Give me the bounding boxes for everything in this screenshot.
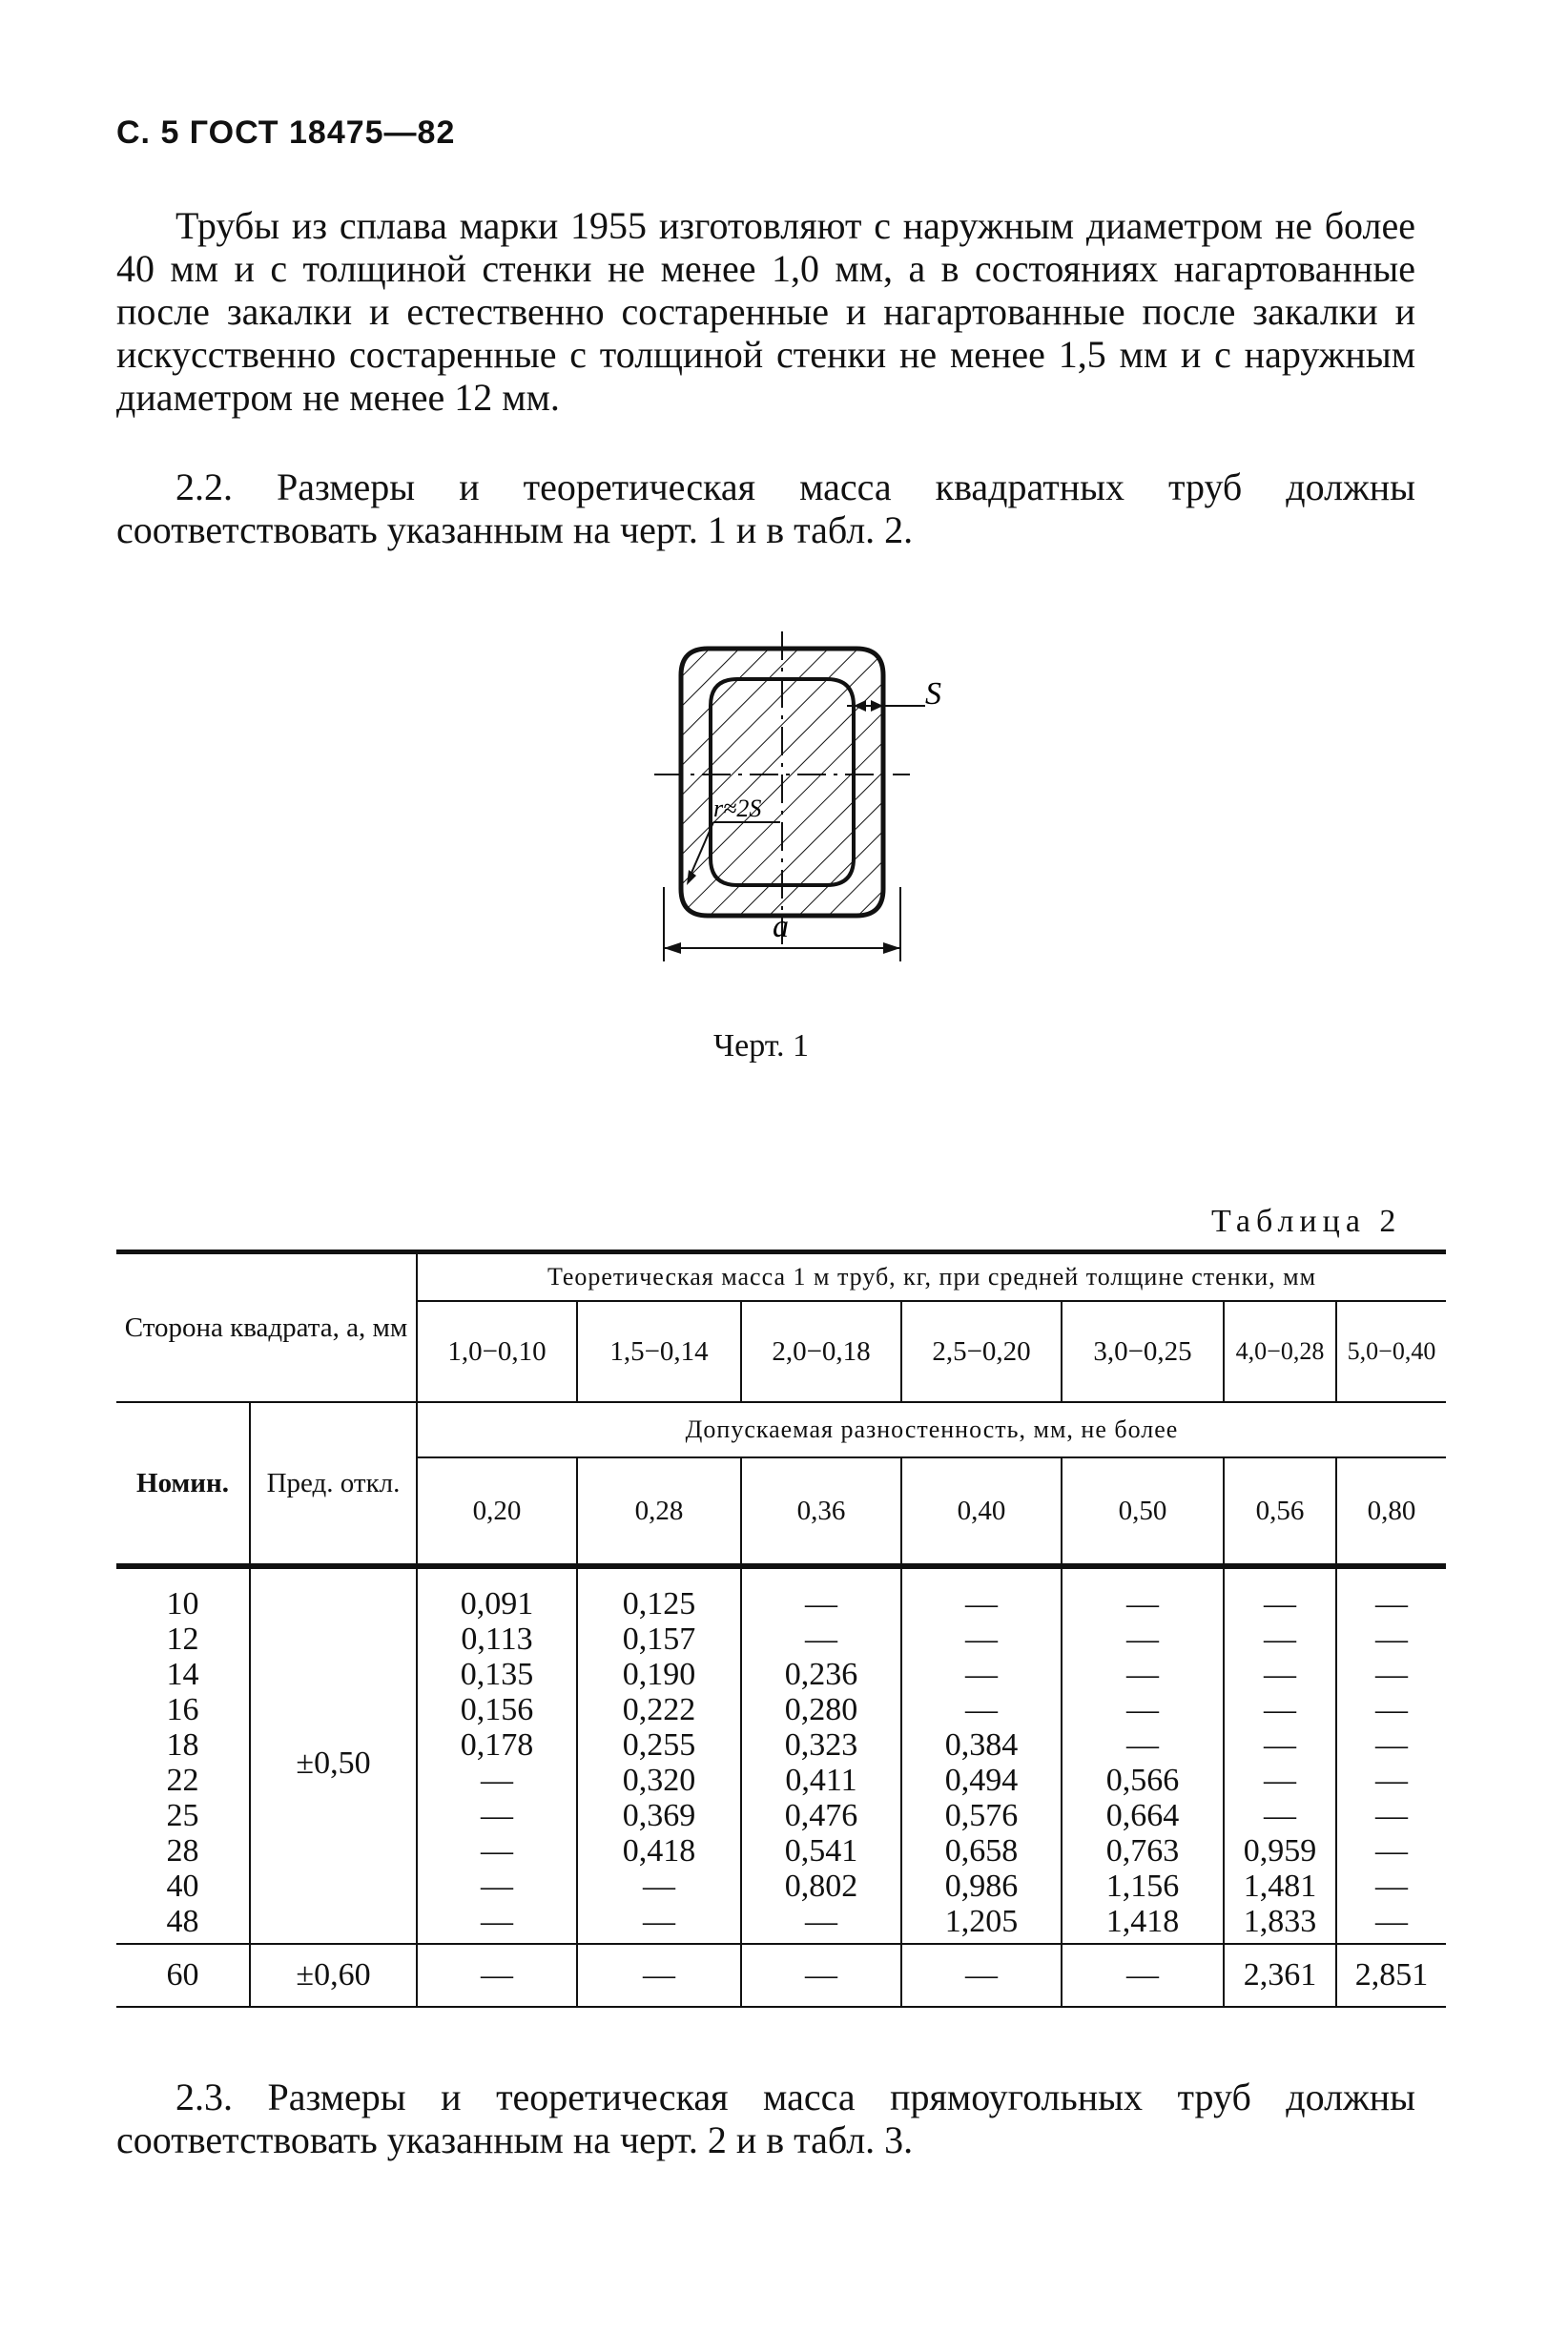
mass-value: — (481, 1763, 513, 1798)
mass-value: — (1375, 1727, 1408, 1763)
mass-value: — (1264, 1657, 1296, 1692)
dimension-a-label: a (773, 909, 789, 944)
mass-value: 1,205 (944, 1904, 1019, 1939)
mass-value: 0,802 (784, 1869, 858, 1904)
mass-value: 0,222 (622, 1692, 696, 1727)
mass-value: — (965, 1657, 998, 1692)
figure-caption: Черт. 1 (713, 1028, 810, 1064)
mass-value: 0,190 (622, 1657, 696, 1692)
side-value: 16 (166, 1692, 199, 1727)
paragraph-alloy-1955: Трубы из сплава марки 1955 изготовляют с наружным диаметром не более 40 мм и с толщиной стенки не менее 1,0 мм, а в состояниях нагартованные после закалки и естественно состаренные и нагартованные после закалки и искусственно состаренные с толщиной стенки не менее 1,5 мм и с наружным диаметром не менее 12 мм. (116, 204, 1415, 419)
row60-side: 60 (116, 1944, 250, 2007)
mass-value: 0,576 (944, 1798, 1019, 1833)
radius-label: r≈2S (713, 795, 762, 822)
mass-value: 0,763 (1105, 1833, 1180, 1869)
mass-value: — (965, 1692, 998, 1727)
mass-value: 0,280 (784, 1692, 858, 1727)
mass-value: 0,664 (1105, 1798, 1180, 1833)
mass-value: 1,833 (1243, 1904, 1317, 1939)
tolerance-cell: 0,28 (577, 1457, 741, 1566)
side-value: 28 (166, 1833, 199, 1869)
mass-value: — (1375, 1833, 1408, 1869)
mass-column-5 (1062, 1566, 1224, 1944)
table-title: Таблица 2 (1211, 1204, 1402, 1239)
mass-value: — (1264, 1692, 1296, 1727)
mass-column-1 (417, 1566, 577, 1944)
mass-value: — (965, 1586, 998, 1621)
wall-thickness-cell: 5,0−0,40 (1336, 1301, 1446, 1402)
mass-value: — (643, 1904, 675, 1939)
nominal-header: Номин. (116, 1402, 250, 1566)
wall-thickness-cell: 2,5−0,20 (901, 1301, 1062, 1402)
mass-header: Теоретическая масса 1 м труб, кг, при средней толщине стенки, мм (417, 1252, 1446, 1302)
row60-value: — (901, 1944, 1062, 2007)
mass-value: 0,156 (460, 1692, 534, 1727)
side-value: 22 (166, 1763, 199, 1798)
dimension-s-label: S (925, 676, 941, 712)
mass-value: 0,411 (785, 1763, 857, 1798)
tolerance-cell: 0,40 (901, 1457, 1062, 1566)
row60-value: — (741, 1944, 901, 2007)
mass-value: 0,320 (622, 1763, 696, 1798)
mass-value: — (1126, 1586, 1159, 1621)
wall-thickness-cell: 4,0−0,28 (1224, 1301, 1336, 1402)
mass-value: 0,135 (460, 1657, 534, 1692)
mass-value: 0,494 (944, 1763, 1019, 1798)
mass-value: 0,255 (622, 1727, 696, 1763)
tolerance-cell: 0,36 (741, 1457, 901, 1566)
row60-value: — (417, 1944, 577, 2007)
mass-value: 0,384 (944, 1727, 1019, 1763)
mass-value: 0,986 (944, 1869, 1019, 1904)
mass-value: 1,156 (1105, 1869, 1180, 1904)
mass-value: 0,369 (622, 1798, 696, 1833)
mass-value: 0,113 (461, 1621, 533, 1657)
row60-value: — (577, 1944, 741, 2007)
mass-value: — (1375, 1692, 1408, 1727)
mass-value: — (1264, 1586, 1296, 1621)
row60-deviation: ±0,60 (250, 1944, 417, 2007)
mass-value: — (1375, 1904, 1408, 1939)
mass-value: — (1126, 1692, 1159, 1727)
side-value: 18 (166, 1727, 199, 1763)
mass-value: 1,481 (1243, 1869, 1317, 1904)
mass-value: 0,091 (460, 1586, 534, 1621)
mass-value: — (965, 1621, 998, 1657)
sides-column (116, 1566, 250, 1944)
mass-value: — (1375, 1798, 1408, 1833)
side-value: 12 (166, 1621, 199, 1657)
page-header: С. 5 ГОСТ 18475—82 (116, 114, 456, 151)
mass-value: — (1126, 1657, 1159, 1692)
tolerance-cell: 0,20 (417, 1457, 577, 1566)
deviation-header: Пред. откл. (250, 1402, 417, 1566)
mass-column-2 (577, 1566, 741, 1944)
mass-value: — (1375, 1657, 1408, 1692)
mass-column-6 (1224, 1566, 1336, 1944)
mass-value: 0,236 (784, 1657, 858, 1692)
mass-value: — (1264, 1727, 1296, 1763)
wall-thickness-cell: 1,5−0,14 (577, 1301, 741, 1402)
tolerance-cell: 0,80 (1336, 1457, 1446, 1566)
mass-value: 0,323 (784, 1727, 858, 1763)
paragraph-2-2: 2.2. Размеры и теоретическая масса квадратных труб должны соответствовать указанным на черт. 1 и в табл. 2. (116, 465, 1415, 551)
mass-value: 0,566 (1105, 1763, 1180, 1798)
mass-value: — (1264, 1621, 1296, 1657)
paragraph-2-3: 2.3. Размеры и теоретическая масса прямоугольных труб должны соответствовать указанным на черт. 2 и в табл. 3. (116, 2076, 1415, 2161)
mass-value: — (481, 1798, 513, 1833)
mass-value: 0,658 (944, 1833, 1019, 1869)
mass-value: — (805, 1586, 837, 1621)
side-value: 40 (166, 1869, 199, 1904)
tolerance-header: Допускаемая разностенность, мм, не более (417, 1402, 1446, 1457)
side-value: 48 (166, 1904, 199, 1939)
table-2 (116, 1250, 1446, 2008)
mass-value: — (805, 1621, 837, 1657)
mass-value: — (481, 1869, 513, 1904)
wall-thickness-cell: 3,0−0,25 (1062, 1301, 1224, 1402)
tolerance-cell: 0,50 (1062, 1457, 1224, 1566)
mass-value: 0,476 (784, 1798, 858, 1833)
mass-value: — (1126, 1727, 1159, 1763)
side-value: 25 (166, 1798, 199, 1833)
mass-value: 0,157 (622, 1621, 696, 1657)
mass-value: 0,959 (1243, 1833, 1317, 1869)
side-value: 14 (166, 1657, 199, 1692)
mass-column-7 (1336, 1566, 1446, 1944)
wall-thickness-cell: 2,0−0,18 (741, 1301, 901, 1402)
mass-value: — (643, 1869, 675, 1904)
mass-column-3 (741, 1566, 901, 1944)
mass-value: — (805, 1904, 837, 1939)
mass-value: — (1126, 1621, 1159, 1657)
tolerance-cell: 0,56 (1224, 1457, 1336, 1566)
side-value: 10 (166, 1586, 199, 1621)
mass-value: — (481, 1904, 513, 1939)
mass-value: 0,178 (460, 1727, 534, 1763)
deviation-cell: ±0,50 (250, 1566, 417, 1944)
row60-value: 2,851 (1336, 1944, 1446, 2007)
wall-thickness-cell: 1,0−0,10 (417, 1301, 577, 1402)
mass-value: 1,418 (1105, 1904, 1180, 1939)
mass-column-4 (901, 1566, 1062, 1944)
mass-value: 0,418 (622, 1833, 696, 1869)
mass-value: 0,125 (622, 1586, 696, 1621)
mass-value: — (1375, 1763, 1408, 1798)
row60-value: 2,361 (1224, 1944, 1336, 2007)
mass-value: 0,541 (784, 1833, 858, 1869)
mass-value: — (1375, 1586, 1408, 1621)
mass-value: — (1264, 1763, 1296, 1798)
square-tube-drawing (639, 630, 982, 1011)
mass-value: — (1264, 1798, 1296, 1833)
side-header: Сторона квадрата, а, мм (116, 1252, 417, 1403)
mass-value: — (481, 1833, 513, 1869)
row60-value: — (1062, 1944, 1224, 2007)
mass-value: — (1375, 1869, 1408, 1904)
mass-value: — (1375, 1621, 1408, 1657)
